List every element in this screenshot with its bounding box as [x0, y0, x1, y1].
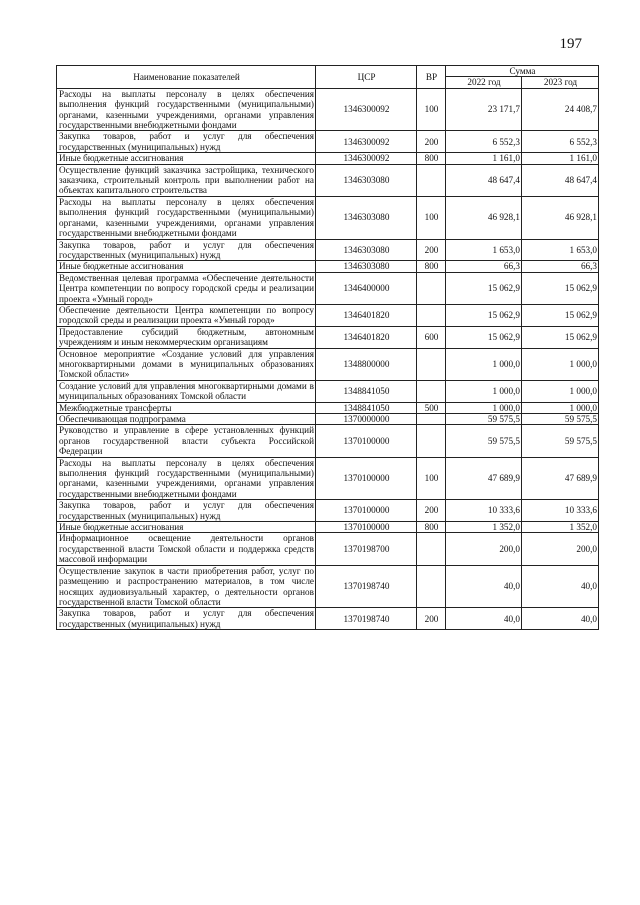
cell-vr: 100: [417, 88, 446, 131]
page-number: 197: [559, 36, 582, 52]
table-row: [57, 608, 599, 630]
cell-name: Руководство и управление в сфере установленных функций органов государственной власти субъекта Российской Федерации: [57, 425, 316, 457]
cell-name: Иные бюджетные ассигнования: [57, 261, 316, 272]
cell-vr: 600: [417, 326, 446, 348]
cell-vr: [417, 348, 446, 380]
cell-csr: 1346300092: [316, 153, 417, 164]
table-row: [57, 380, 599, 402]
table-header: [57, 66, 599, 89]
cell-vr: 100: [417, 457, 446, 500]
cell-sum-2022: 23 171,7: [446, 88, 522, 131]
table-row: [57, 131, 599, 153]
cell-name: Осуществление функций заказчика застройщика, технического заказчика, строительный контроль при выполнении работ на объектах капитального строительства: [57, 164, 316, 196]
cell-csr: 1346300092: [316, 131, 417, 153]
cell-sum-2023: 1 161,0: [522, 153, 599, 164]
cell-sum-2023: 1 352,0: [522, 522, 599, 533]
cell-sum-2022: 15 062,9: [446, 304, 522, 326]
cell-csr: 1370100000: [316, 425, 417, 457]
cell-name: Закупка товаров, работ и услуг для обеспечения государственных (муниципальных) нужд: [57, 239, 316, 261]
cell-csr: 1346401820: [316, 326, 417, 348]
cell-sum-2023: 40,0: [522, 608, 599, 630]
cell-csr: 1346400000: [316, 272, 417, 304]
cell-csr: 1346303080: [316, 261, 417, 272]
table-row: [57, 196, 599, 239]
budget-table: [56, 65, 599, 630]
table-row: [57, 457, 599, 500]
cell-csr: 1370100000: [316, 500, 417, 522]
cell-name: Закупка товаров, работ и услуг для обеспечения государственных (муниципальных) нужд: [57, 500, 316, 522]
cell-csr: 1346401820: [316, 304, 417, 326]
cell-vr: [417, 533, 446, 565]
cell-csr: 1370198740: [316, 608, 417, 630]
cell-sum-2022: 46 928,1: [446, 196, 522, 239]
cell-csr: 1348841050: [316, 402, 417, 413]
table-row: [57, 425, 599, 457]
cell-sum-2023: 66,3: [522, 261, 599, 272]
cell-name: Расходы на выплаты персоналу в целях обеспечения выполнения функций государственными (муниципальными) органами, казенными учреждениями, органами управления государственными внебюджетными фондами: [57, 457, 316, 500]
cell-vr: [417, 272, 446, 304]
cell-sum-2022: 1 000,0: [446, 402, 522, 413]
cell-name: Иные бюджетные ассигнования: [57, 522, 316, 533]
cell-name: Иные бюджетные ассигнования: [57, 153, 316, 164]
cell-sum-2023: 47 689,9: [522, 457, 599, 500]
cell-sum-2022: 40,0: [446, 565, 522, 608]
cell-name: Обеспечение деятельности Центра компетенции по вопросу городской среды и реализации проекта «Умный город»: [57, 304, 316, 326]
table-row: [57, 272, 599, 304]
cell-name: Предоставление субсидий бюджетным, автономным учреждениям и иным некоммерческим организациям: [57, 326, 316, 348]
cell-csr: 1370198700: [316, 533, 417, 565]
cell-csr: 1370198740: [316, 565, 417, 608]
cell-csr: 1346303080: [316, 196, 417, 239]
header-year-2022: 2022 год: [446, 77, 522, 88]
cell-vr: 800: [417, 522, 446, 533]
cell-sum-2023: 1 653,0: [522, 239, 599, 261]
header-name: Наименование показателей: [57, 66, 316, 89]
cell-vr: 200: [417, 239, 446, 261]
cell-vr: 200: [417, 500, 446, 522]
cell-sum-2022: 10 333,6: [446, 500, 522, 522]
table-row: [57, 239, 599, 261]
cell-sum-2022: 1 352,0: [446, 522, 522, 533]
cell-sum-2022: 59 575,5: [446, 425, 522, 457]
cell-sum-2022: 15 062,9: [446, 326, 522, 348]
cell-vr: 200: [417, 131, 446, 153]
cell-sum-2022: 59 575,5: [446, 414, 522, 425]
cell-sum-2022: 40,0: [446, 608, 522, 630]
cell-csr: 1348800000: [316, 348, 417, 380]
cell-name: Межбюджетные трансферты: [57, 402, 316, 413]
table-row: [57, 153, 599, 164]
cell-sum-2023: 6 552,3: [522, 131, 599, 153]
table-row: [57, 261, 599, 272]
header-csr: ЦСР: [316, 66, 417, 89]
header-sum: Сумма: [446, 66, 599, 77]
cell-sum-2023: 46 928,1: [522, 196, 599, 239]
cell-sum-2022: 66,3: [446, 261, 522, 272]
table-row: [57, 304, 599, 326]
cell-name: Расходы на выплаты персоналу в целях обеспечения выполнения функций государственными (муниципальными) органами, казенными учреждениями, органами управления государственными внебюджетными фондами: [57, 88, 316, 131]
cell-vr: 800: [417, 261, 446, 272]
cell-vr: [417, 414, 446, 425]
cell-sum-2023: 1 000,0: [522, 380, 599, 402]
cell-vr: 200: [417, 608, 446, 630]
cell-vr: 800: [417, 153, 446, 164]
cell-csr: 1346303080: [316, 164, 417, 196]
table-row: [57, 88, 599, 131]
table-row: [57, 565, 599, 608]
cell-sum-2022: 1 000,0: [446, 348, 522, 380]
table-row: [57, 414, 599, 425]
table-row: [57, 348, 599, 380]
cell-sum-2023: 15 062,9: [522, 326, 599, 348]
table-body: [57, 88, 599, 629]
cell-csr: 1370100000: [316, 457, 417, 500]
cell-sum-2023: 1 000,0: [522, 348, 599, 380]
cell-sum-2022: 6 552,3: [446, 131, 522, 153]
table-row: [57, 402, 599, 413]
cell-sum-2022: 1 000,0: [446, 380, 522, 402]
cell-vr: [417, 380, 446, 402]
cell-sum-2022: 48 647,4: [446, 164, 522, 196]
cell-vr: 100: [417, 196, 446, 239]
cell-name: Закупка товаров, работ и услуг для обеспечения государственных (муниципальных) нужд: [57, 608, 316, 630]
table-row: [57, 533, 599, 565]
cell-csr: 1346300092: [316, 88, 417, 131]
cell-sum-2023: 40,0: [522, 565, 599, 608]
cell-name: Закупка товаров, работ и услуг для обеспечения государственных (муниципальных) нужд: [57, 131, 316, 153]
cell-csr: 1370100000: [316, 522, 417, 533]
cell-sum-2023: 48 647,4: [522, 164, 599, 196]
cell-sum-2022: 200,0: [446, 533, 522, 565]
cell-vr: [417, 304, 446, 326]
cell-name: Создание условий для управления многоквартирными домами в муниципальных образованиях Томской области: [57, 380, 316, 402]
cell-sum-2023: 24 408,7: [522, 88, 599, 131]
table-row: [57, 500, 599, 522]
cell-sum-2023: 15 062,9: [522, 272, 599, 304]
cell-name: Обеспечивающая подпрограмма: [57, 414, 316, 425]
cell-name: Основное мероприятие «Создание условий для управления многоквартирными домами в муниципальных образованиях Томской области»: [57, 348, 316, 380]
header-vr: ВР: [417, 66, 446, 89]
cell-sum-2023: 15 062,9: [522, 304, 599, 326]
header-year-2023: 2023 год: [522, 77, 599, 88]
cell-csr: 1370000000: [316, 414, 417, 425]
cell-sum-2023: 59 575,5: [522, 425, 599, 457]
cell-name: Информационное освещение деятельности органов государственной власти Томской области и поддержка средств массовой информации: [57, 533, 316, 565]
cell-name: Расходы на выплаты персоналу в целях обеспечения выполнения функций государственными (муниципальными) органами, казенными учреждениями, органами управления государственными внебюджетными фондами: [57, 196, 316, 239]
cell-csr: 1348841050: [316, 380, 417, 402]
cell-sum-2023: 10 333,6: [522, 500, 599, 522]
cell-csr: 1346303080: [316, 239, 417, 261]
cell-vr: [417, 164, 446, 196]
cell-name: Ведомственная целевая программа «Обеспечение деятельности Центра компетенции по вопросу городской среды и реализации проекта «Умный город»: [57, 272, 316, 304]
cell-vr: [417, 425, 446, 457]
cell-sum-2022: 47 689,9: [446, 457, 522, 500]
table-row: [57, 522, 599, 533]
cell-vr: [417, 565, 446, 608]
cell-sum-2023: 59 575,5: [522, 414, 599, 425]
cell-sum-2022: 15 062,9: [446, 272, 522, 304]
cell-sum-2023: 200,0: [522, 533, 599, 565]
cell-sum-2022: 1 653,0: [446, 239, 522, 261]
table-row: [57, 326, 599, 348]
cell-sum-2022: 1 161,0: [446, 153, 522, 164]
cell-vr: 500: [417, 402, 446, 413]
cell-name: Осуществление закупок в части приобретения работ, услуг по размещению и распространению материалов, в том числе носящих аудиовизуальный характер, о деятельности органов государственной власти Томской области: [57, 565, 316, 608]
cell-sum-2023: 1 000,0: [522, 402, 599, 413]
table-row: [57, 164, 599, 196]
